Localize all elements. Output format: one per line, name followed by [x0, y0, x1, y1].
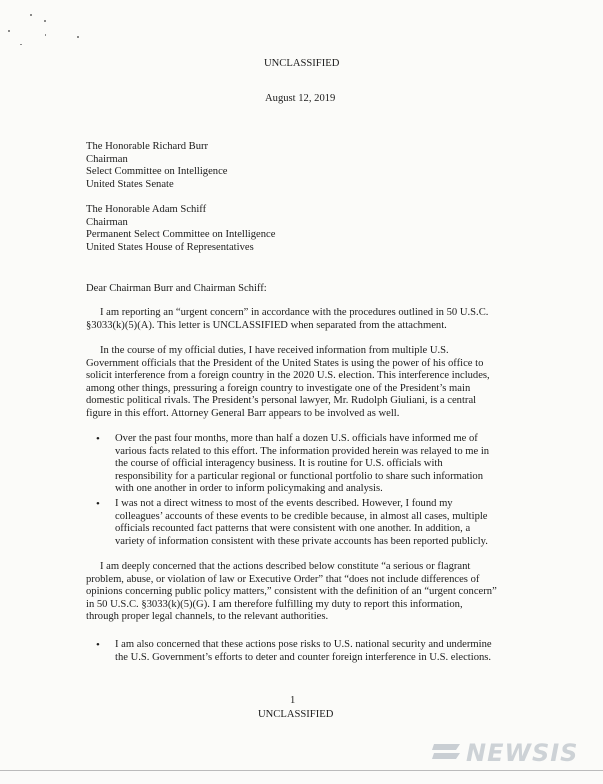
paragraph-line: among other things, pressuring a foreign country to investigate one of the President’s main: [86, 382, 471, 394]
recipient-line: Chairman: [86, 216, 128, 228]
paragraph-official-duties: [86, 345, 490, 420]
recipient-line: Chairman: [86, 153, 128, 165]
page-number: 1: [290, 695, 296, 706]
bullet-item-witness: [115, 498, 488, 548]
paragraph-line: opinions concerning public policy matters,” consistent with the definition of an “urgent concern”: [86, 586, 497, 597]
bullet-line: Over the past four months, more than half a dozen U.S. officials have informed me of: [115, 433, 478, 444]
paragraph-line: domestic political rivals. The President’s personal lawyer, Mr. Rudolph Giuliani, is a central: [86, 395, 477, 406]
paragraph-line: solicit interference from a foreign country in the 2020 U.S. election. This interference includes,: [86, 370, 490, 381]
newsis-watermark: [432, 738, 582, 768]
bullet-line: I was not a direct witness to most of the events described. However, I found my: [115, 498, 453, 509]
classification-header: UNCLASSIFIED: [264, 58, 340, 69]
bullet-line: the course of official interagency business. It is routine for U.S. officials with: [115, 458, 443, 469]
paragraph-deeply-concerned: [86, 561, 497, 624]
paragraph-line: through proper legal channels, to the relevant authorities.: [86, 611, 329, 622]
recipient-line: United States Senate: [86, 178, 174, 190]
bullet-item-national-security: [115, 639, 492, 664]
paragraph-line: I am deeply concerned that the actions described below constitute “a serious or flagrant: [100, 561, 471, 572]
bullet-marker: •: [96, 433, 100, 445]
bullet-line: responsibility for a particular regional or functional portfolio to share such information: [115, 470, 484, 482]
paragraph-line: §3033(k)(5)(A). This letter is UNCLASSIFIED when separated from the attachment.: [86, 319, 447, 331]
paragraph-line: In the course of my official duties, I have received information from multiple U.S.: [100, 345, 449, 356]
paragraph-line: in 50 U.S.C. §3033(k)(5)(G). I am therefore fulfilling my duty to report this information,: [86, 598, 463, 610]
classification-footer: UNCLASSIFIED: [258, 709, 334, 720]
bullet-marker: •: [96, 639, 100, 651]
bullet-line: I am also concerned that these actions pose risks to U.S. national security and undermine: [115, 639, 492, 650]
bullet-line: with one another in order to inform policymaking and analysis.: [115, 483, 383, 494]
watermark-text: NEWSIS: [466, 739, 579, 767]
salutation: Dear Chairman Burr and Chairman Schiff:: [86, 283, 267, 294]
paragraph-line: I am reporting an “urgent concern” in accordance with the procedures outlined in 50 U.S.C.: [100, 307, 489, 318]
letter-date: August 12, 2019: [265, 93, 336, 104]
recipient-line: The Honorable Richard Burr: [86, 141, 209, 152]
paragraph-urgent-concern: [86, 307, 488, 332]
bullet-line: the U.S. Government’s efforts to deter and counter foreign interference in U.S. elections.: [115, 651, 492, 663]
paragraph-line: problem, abuse, or violation of law or Executive Order” that “does not include differences of: [86, 573, 480, 585]
bullet-line: various facts related to this effort. The information provided herein was relayed to me in: [115, 445, 490, 457]
recipient-line: United States House of Representatives: [86, 241, 254, 253]
paragraph-line: figure in this effort. Attorney General Barr appears to be involved as well.: [86, 407, 400, 419]
bullet-item-officials: [115, 433, 489, 496]
recipient-block-burr: [86, 141, 228, 191]
bullet-line: variety of information consistent with these private accounts has been reported publicly.: [115, 535, 488, 547]
bullet-marker: •: [96, 498, 100, 510]
paragraph-line: Government officials that the President of the United States is using the power of his office to: [86, 357, 484, 369]
recipient-line: Permanent Select Committee on Intelligence: [86, 229, 276, 240]
scan-edge-line: [0, 770, 603, 771]
recipient-line: Select Committee on Intelligence: [86, 166, 228, 177]
bullet-line: colleagues’ accounts of these events to be credible because, in almost all cases, multiple: [115, 510, 488, 522]
recipient-line: The Honorable Adam Schiff: [86, 204, 207, 215]
recipient-block-schiff: [86, 204, 275, 254]
bullet-line: officials recounted fact patterns that were consistent with one another. In addition, a: [115, 523, 471, 534]
